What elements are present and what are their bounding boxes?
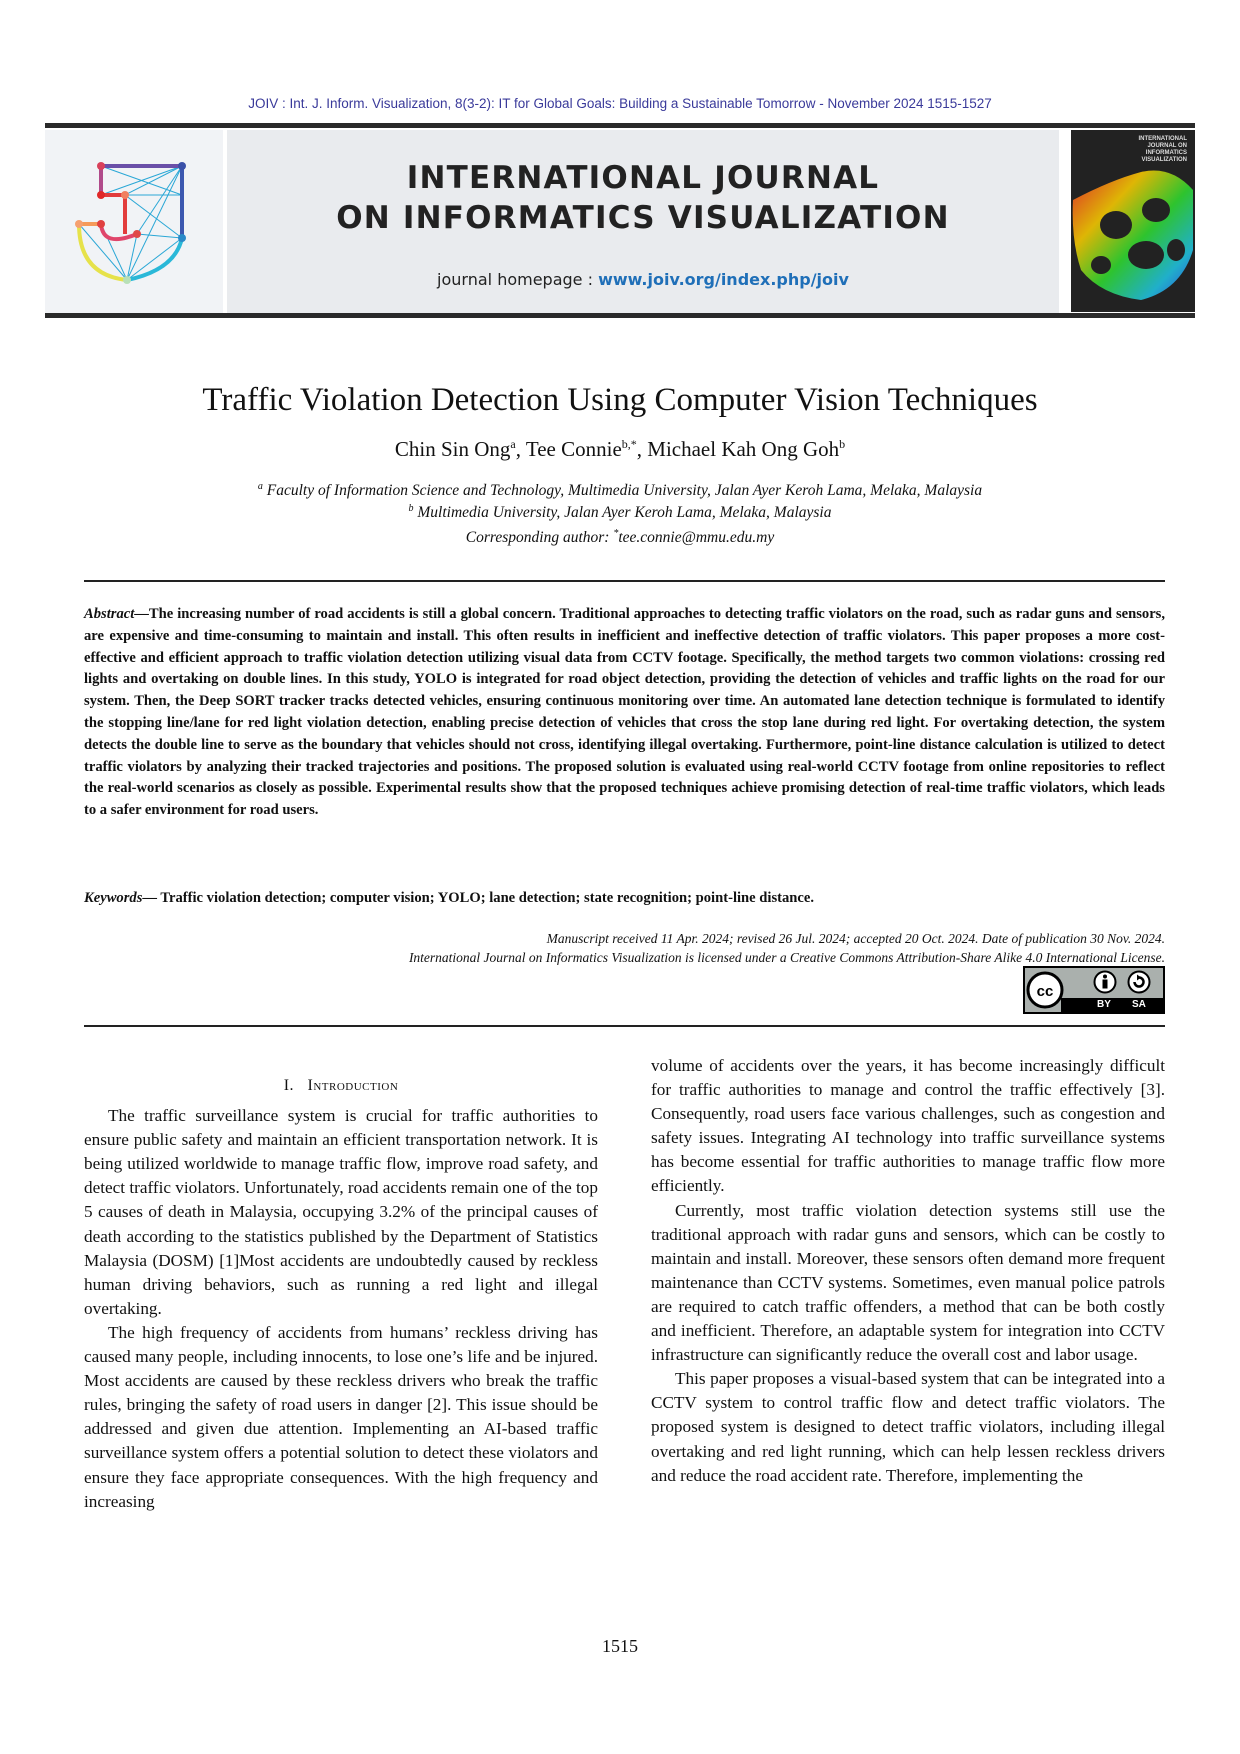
cc-badge-bar xyxy=(1061,998,1163,1012)
attribution-icon xyxy=(1093,970,1117,996)
author-name: Tee Connie xyxy=(525,437,622,461)
cc-text: cc xyxy=(1036,983,1054,1000)
header-rule-bottom xyxy=(45,313,1195,318)
cc-icon xyxy=(1025,968,1065,1012)
abstract-dash: — xyxy=(134,606,149,622)
keywords-dash: — xyxy=(142,890,161,906)
paragraph: This paper proposes a visual-based system that can be integrated into a CCTV system to control traffic flow and detect traffic violators. The proposed system is designed to detect traffic violators, including illegal overtaking and red light running, which can help lessen reckless drivers and reduce the road accident rate. Therefore, implementing the xyxy=(651,1369,1165,1485)
abstract-divider-top xyxy=(84,580,1165,582)
affiliation xyxy=(0,503,1240,522)
by-label: BY xyxy=(1097,999,1111,1010)
license-statement[interactable]: International Journal on Informatics Visualization is licensed under a Creative Commons Attribution-Share Alike 4.0 International License. xyxy=(408,950,1165,965)
author-list xyxy=(0,437,1240,462)
cover-title-line: INTERNATIONAL xyxy=(1138,136,1187,142)
right-column xyxy=(651,1054,1165,1488)
abstract xyxy=(84,604,1165,822)
affiliation-mark: a xyxy=(257,481,263,492)
share-alike-icon xyxy=(1127,970,1151,996)
affiliation-mark: b xyxy=(408,503,414,514)
author-separator: , xyxy=(636,437,648,461)
corresponding-email[interactable]: tee.connie@mmu.edu.my xyxy=(618,529,775,547)
journal-homepage xyxy=(227,270,1059,289)
paper-title: Traffic Violation Detection Using Computer Vision Techniques xyxy=(202,382,1038,418)
homepage-label: journal homepage : xyxy=(437,270,599,289)
affiliation-text: Faculty of Information Science and Technology, Multimedia University, Jalan Ayer Keroh Lama, Melaka, Malaysia xyxy=(262,482,983,500)
author-name: Michael Kah Ong Goh xyxy=(647,437,840,461)
manuscript-dates: Manuscript received 11 Apr. 2024; revised 26 Jul. 2024; accepted 20 Oct. 2024. Date of publication 30 Nov. 2024. xyxy=(546,931,1165,946)
cc-by-sa-badge[interactable] xyxy=(1023,966,1165,1014)
journal-logo xyxy=(45,130,223,314)
section-title: Introduction xyxy=(307,1077,399,1094)
header-rule-top xyxy=(45,123,1195,128)
cover-title-line: INFORMATICS xyxy=(1145,150,1187,156)
homepage-link[interactable]: www.joiv.org/index.php/joiv xyxy=(598,270,849,289)
cover-title-line: VISUALIZATION xyxy=(1141,157,1187,163)
keywords-text: Traffic violation detection; computer vision; YOLO; lane detection; state recognition; point-line distance. xyxy=(160,890,815,906)
section-heading xyxy=(84,1074,598,1098)
corresponding-author xyxy=(0,528,1240,547)
corresponding-label: Corresponding author: xyxy=(465,529,614,547)
left-column xyxy=(84,1062,598,1514)
abstract-text: The increasing number of road accidents is still a global concern. Traditional approaches to detecting traffic violators on the road, such as radar guns and sensors, are expensive and time-consuming to maintain and install. This often results in inefficient and ineffective detection of traffic violators. This paper proposes a more cost-effective and efficient approach to traffic violation detection utilizing visual data from CCTV footage. Specifically, the method targets two common violations: crossing red lights and overtaking on double lines. In this study, YOLO is integrated for road object detection, providing the detection of vehicles and traffic lights on the road for our system. Then, the Deep SORT tracker tracks detected vehicles, ensuring continuous monitoring over time. An automated lane detection technique is formulated to identify the stopping line/lane for red light violation detection, enabling precise detection of vehicles that cross the stop lane during red light. For overtaking detection, the system detects the double line to serve as the boundary that vehicles should not cross, identifying illegal overtaking. Furthermore, point-line distance calculation is utilized to detect traffic violators by analyzing their tracked trajectories and positions. The proposed solution is evaluated using real-world CCTV footage from online repositories to reflect the real-world scenarios as closely as possible. Experimental results show that the proposed techniques achieve promising detection of real-time traffic violators, which leads to a safer environment for road users. xyxy=(84,606,1165,819)
author-affiliation-mark: b xyxy=(839,437,846,451)
journal-name-line-1: INTERNATIONAL JOURNAL xyxy=(406,160,880,196)
running-head: JOIV : Int. J. Inform. Visualization, 8(3-2): IT for Global Goals: Building a Sustainable Tomorrow - November 2024 1515-1527 xyxy=(248,96,992,111)
author-affiliation-mark: b,* xyxy=(621,437,637,451)
keywords-label: Keywords xyxy=(84,890,143,906)
journal-name-line-2: ON INFORMATICS VISUALIZATION xyxy=(336,200,950,236)
author-name: Chin Sin Ong xyxy=(394,437,511,461)
keywords xyxy=(84,890,1165,907)
author-affiliation-mark: a xyxy=(510,437,516,451)
author-separator: , xyxy=(515,437,526,461)
abstract-divider-bottom xyxy=(84,1025,1165,1027)
cover-title-line: JOURNAL ON xyxy=(1147,143,1187,149)
paragraph: The high frequency of accidents from humans’ reckless driving has caused many people, including innocents, to lose one’s life and be injured. Most accidents are caused by these reckless drivers who break the traffic rules, bringing the safety of road users in danger [2]. This issue should be addressed and given due attention. Implementing an AI-based traffic surveillance system offers a potential solution to detect these violators and ensure they face appropriate consequences. With the high frequency and increasing xyxy=(84,1322,598,1511)
journal-cover-image xyxy=(1071,130,1195,312)
network-visualization-icon xyxy=(1071,130,1195,312)
paragraph: volume of accidents over the years, it has become increasingly difficult for traffic authorities to manage and control the traffic effectively [3]. Consequently, road users face various challenges, such as congestion and safety issues. Integrating AI technology into traffic surveillance systems has become essential for traffic authorities to manage traffic flow more efficiently. xyxy=(651,1056,1165,1196)
paragraph: The traffic surveillance system is crucial for traffic authorities to ensure public safety and maintain an efficient transportation network. It is being utilized worldwide to manage traffic flow, improve road safety, and detect traffic violators. Unfortunately, road accidents remain one of the top 5 causes of death in Malaysia, occupying 3.2% of the principal causes of death according to the statistics published by the Department of Statistics Malaysia (DOSM) [1]Most accidents are undoubtedly caused by reckless human driving behaviors, such as running a red light and illegal overtaking. xyxy=(84,1106,598,1318)
journal-title-box xyxy=(227,130,1059,314)
section-number: I. xyxy=(283,1077,295,1094)
journal-banner xyxy=(45,130,1195,314)
affiliation-text: Multimedia University, Jalan Ayer Keroh Lama, Melaka, Malaysia xyxy=(413,504,832,522)
paragraph: Currently, most traffic violation detection systems still use the traditional approach with radar guns and sensors, which can be costly to maintain and install. Moreover, these sensors often demand more frequent maintenance than CCTV systems. Sometimes, even manual police patrols are required to catch traffic offenders, a method that can be both costly and inefficient. Therefore, an adaptable system for integration into CCTV infrastructure can significantly reduce the overall cost and labor usage. xyxy=(651,1200,1165,1365)
affiliation xyxy=(0,481,1240,500)
page-number: 1515 xyxy=(602,1636,638,1656)
j-network-logo-icon xyxy=(45,130,223,314)
corresponding-mark: * xyxy=(613,528,619,539)
sa-label: SA xyxy=(1132,999,1146,1010)
abstract-label: Abstract xyxy=(84,606,135,622)
